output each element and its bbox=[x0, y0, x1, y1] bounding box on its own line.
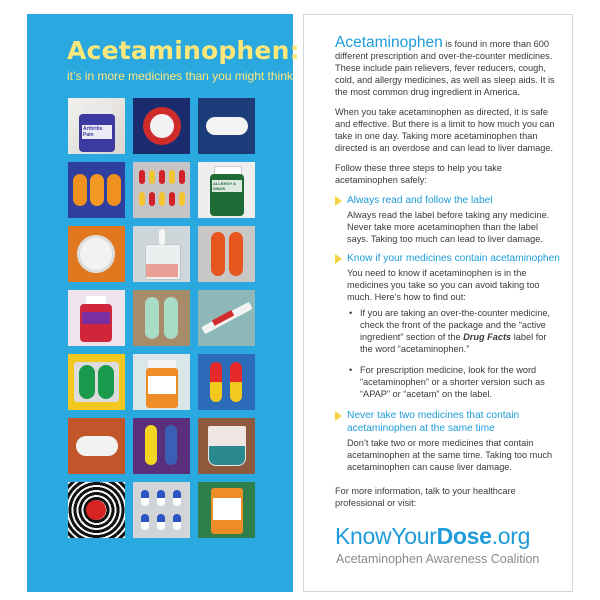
gel-capsules-photo bbox=[68, 162, 125, 218]
green-softgels-blister-photo bbox=[68, 354, 125, 410]
step-2 bbox=[335, 252, 560, 303]
step-3 bbox=[335, 409, 560, 473]
step-1-body: Always read the label before taking any medicine. Never take more acetaminophen than the label says. Taking too much can lead to liver damage. bbox=[347, 210, 550, 244]
intro-paragraph bbox=[335, 34, 560, 98]
capsule-blister-pack-photo bbox=[133, 482, 190, 538]
red-yellow-capsules-photo bbox=[198, 354, 255, 410]
prescription-label-bottle-photo bbox=[198, 482, 255, 538]
arrow-icon bbox=[335, 196, 342, 206]
orange-caplets-photo bbox=[198, 226, 255, 282]
arrow-icon bbox=[335, 411, 342, 421]
safety-paragraph: When you take acetaminophen as directed, it is safe and effective. But there is a limit to how much you can take in one day. Taking more acetaminophen than directed is an overdose and can lead to liver damage. bbox=[335, 107, 555, 153]
bottle-label: Arthritis Pain bbox=[83, 126, 103, 138]
steps-intro: Follow these three steps to help you take acetaminophen safely: bbox=[335, 163, 503, 185]
arrow-icon bbox=[335, 254, 342, 264]
dosing-cup-photo bbox=[198, 418, 255, 474]
medicine-photo-grid bbox=[68, 98, 255, 538]
step-2-body: You need to know if acetaminophen is in the medicines you take so you can avoid taking too much. Here’s how to find out: bbox=[347, 268, 540, 302]
intro-text: is found in more than 600 different prescription and over-the-counter medicines. These include pain relievers, fever reducers, cough, cold, and allergy medicines, as well as sleep aids. It is the most common drug ingredient in America. bbox=[335, 39, 555, 97]
white-caplet-photo bbox=[198, 98, 255, 154]
bullet-prescription: • For prescription medicine, look for the word “acetaminophen” or a shorter version such as “APAP” or “acetam” on the label. bbox=[335, 364, 560, 400]
red-liquid-medicine-photo bbox=[68, 290, 125, 346]
step-3-body: Don’t take two or more medicines that contain acetaminophen at the same time. Taking too much acetaminophen can cause liver damage. bbox=[347, 438, 553, 472]
pill-bottle-photo bbox=[68, 98, 125, 154]
red-pill-pattern-photo bbox=[68, 482, 125, 538]
intro-highlight: Acetaminophen bbox=[335, 34, 443, 51]
step-3-title: Never take two medicines that contain acetaminophen at the same time bbox=[347, 410, 520, 434]
white-tablet-photo bbox=[68, 418, 125, 474]
dissolving-tablet-glass-photo bbox=[133, 226, 190, 282]
bullet-otc: • If you are taking an over-the-counter medicine, check the front of the package and the “active ingredient” section of the Drug Facts label for the word “acetaminophen.” bbox=[335, 307, 560, 355]
allergy-medicine-bottle-photo bbox=[198, 162, 255, 218]
bottle-label: ALLERGY & SINUS HEADACHE bbox=[213, 181, 237, 196]
info-content bbox=[335, 34, 560, 517]
knowyourdose-link[interactable]: KnowYourDose.org bbox=[335, 523, 531, 549]
yellow-blue-tablets-photo bbox=[133, 418, 190, 474]
blister-pack-capsules-photo bbox=[133, 162, 190, 218]
red-bottle-cap-photo bbox=[133, 98, 190, 154]
step-1 bbox=[335, 194, 560, 245]
drug-facts-emphasis: Drug Facts bbox=[463, 332, 512, 342]
panel-title: Acetaminophen: bbox=[67, 36, 300, 65]
closing-text: For more information, talk to your healthcare professional or visit: bbox=[335, 486, 516, 508]
panel-subtitle: it’s in more medicines than you might think bbox=[67, 69, 293, 83]
green-caplets-photo bbox=[133, 290, 190, 346]
step-1-title: Always read and follow the label bbox=[347, 195, 493, 206]
left-panel bbox=[27, 14, 300, 592]
coalition-name: Acetaminophen Awareness Coalition bbox=[336, 552, 540, 566]
syringe-photo bbox=[198, 290, 255, 346]
right-panel bbox=[303, 14, 573, 592]
bullet-list bbox=[335, 307, 560, 400]
bottle-cap-photo bbox=[68, 226, 125, 282]
step-2-title: Know if your medicines contain acetaminophen bbox=[347, 253, 560, 264]
prescription-bottle-photo bbox=[133, 354, 190, 410]
